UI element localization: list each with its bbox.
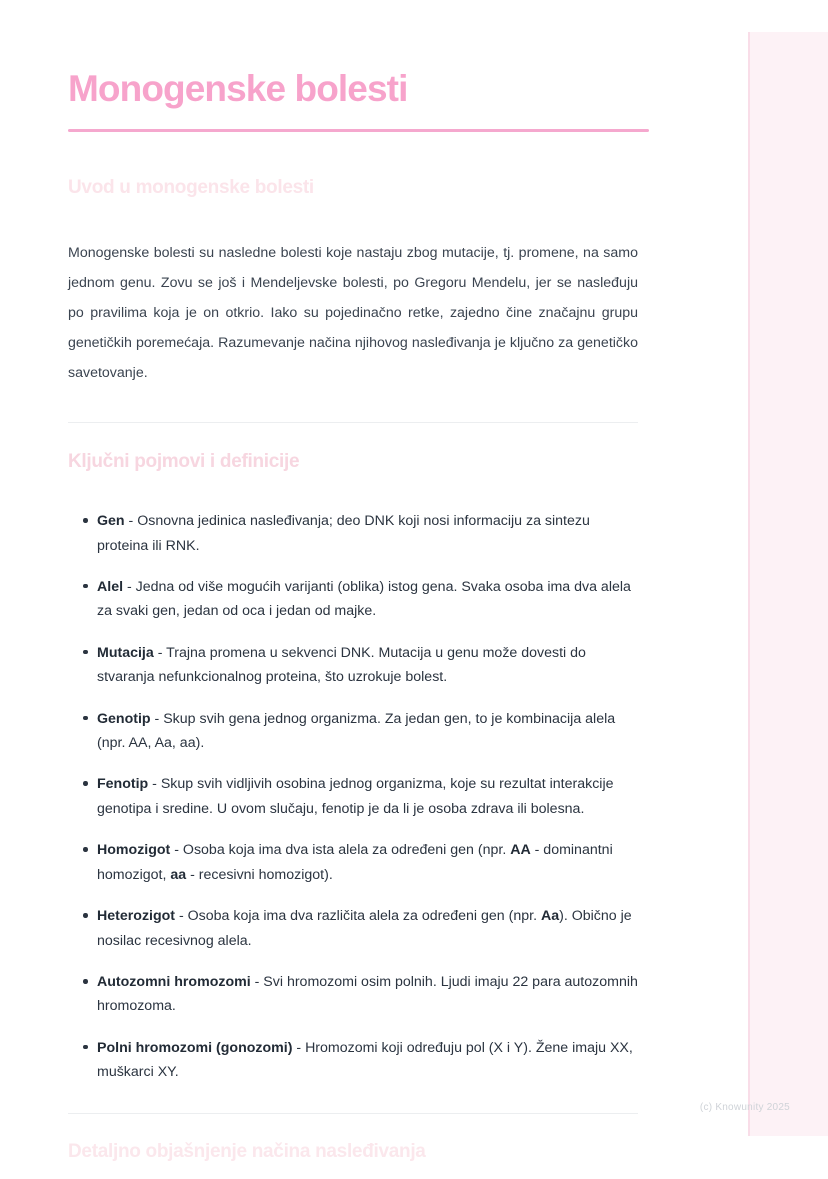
term-label: Heterozigot [97, 908, 176, 925]
term-dash: - [153, 644, 167, 661]
term-emphasis: Aa [540, 908, 560, 925]
term-definition: Svi hromozomi osim polnih. Ljudi imaju 22 para autozomnih hromozoma. [97, 974, 638, 1015]
term-definition-part: - dominantni homozigot, [97, 842, 613, 883]
term-dash: - [123, 578, 136, 595]
term-definition: Jedna od više mogućih varijanti (oblika) istog gena. Svaka osoba ima dva alela za svaki gen, jedan od oca i jedan od majke. [97, 578, 631, 620]
term-definition: Hromozomi koji određuju pol (X i Y). Žene imaju XX, muškarci XY. [97, 1039, 633, 1081]
term-definition-part: - recesivni homozigot). [186, 866, 333, 883]
page-title: Monogenske bolesti [68, 68, 408, 109]
term-definition: Trajna promena u sekvenci DNK. Mutacija u genu može dovesti do stvaranja nefunkcionalnog proteina, što uzrokuje bolest. [97, 644, 586, 686]
term-dash: - [124, 513, 138, 530]
term-label: Autozomni hromozomi [97, 974, 251, 991]
list-item [68, 641, 638, 690]
term-label: Gen [97, 513, 125, 530]
term-definition-part: Osoba koja ima dva različita alela za određeni gen (npr. [187, 908, 541, 925]
term-definition-part: Osoba koja ima dva ista alela za određeni gen (npr. [182, 842, 511, 859]
section-heading-detail: Detaljno objašnjenje načina nasleđivanja [68, 1140, 426, 1162]
list-item [68, 838, 638, 887]
title-underline-rule [68, 129, 649, 132]
term-definition: Osnovna jedinica nasleđivanja; deo DNK koji nosi informaciju za sintezu proteina ili RNK. [97, 513, 590, 554]
bullet-point-icon [83, 518, 88, 523]
bullet-point-icon [83, 781, 88, 786]
page-content [68, 0, 638, 1179]
bullet-point-icon [83, 650, 88, 655]
term-label: Mutacija [97, 644, 154, 661]
list-item [68, 707, 638, 756]
term-definition-part: ). Obično je nosilac recesivnog alela. [97, 908, 632, 949]
section-heading-terms: Ključni pojmovi i definicije [68, 450, 300, 472]
term-dash: - [250, 974, 264, 991]
list-item [68, 904, 638, 953]
term-dash: - [170, 842, 183, 859]
term-label: Fenotip [97, 776, 149, 793]
list-item [68, 509, 638, 558]
section-divider-1 [68, 422, 638, 423]
list-item [68, 772, 638, 821]
bullet-point-icon [83, 847, 88, 852]
term-label: Genotip [97, 710, 151, 727]
term-dash: - [148, 776, 161, 793]
section-heading-intro: Uvod u monogenske bolesti [68, 177, 314, 199]
term-definition: Skup svih vidljivih osobina jednog organizma, koje su rezultat interakcije genotipa i sredine. U ovom slučaju, fenotip je da li je osoba zdrava ili bolesna. [97, 776, 614, 817]
intro-paragraph: Monogenske bolesti su nasledne bolesti koje nastaju zbog mutacije, tj. promene, na samo jednom genu. Zovu se još i Mendeljevske bolesti, po Gregoru Mendelu, jer se nasleđuju po pravilima koja je on otkrio. Iako su pojedinačno retke, zajedno čine značajnu grupu genetičkih poremećaja. Razumevanje načina njihovog nasleđivanja je ključno za genetičko savetovanje. [68, 245, 638, 382]
term-emphasis: AA [510, 842, 531, 859]
term-dash: - [175, 908, 188, 925]
list-item [68, 575, 638, 624]
terms-list [68, 489, 638, 1085]
footer-copyright: (c) Knowunity 2025 [699, 1102, 790, 1113]
term-definition: Skup svih gena jednog organizma. Za jedan gen, to je kombinacija alela (npr. AA, Aa, aa). [97, 710, 616, 752]
bullet-point-icon [83, 716, 88, 721]
list-item [68, 1036, 638, 1085]
term-dash: - [150, 710, 164, 727]
bullet-point-icon [83, 979, 88, 984]
bullet-point-icon [83, 584, 88, 589]
list-item [68, 970, 638, 1019]
term-emphasis: aa [170, 866, 187, 883]
bullet-point-icon [83, 1045, 88, 1050]
term-dash: - [292, 1039, 306, 1056]
bullet-point-icon [83, 913, 88, 918]
term-label: Homozigot [97, 842, 171, 859]
page-edge-band [748, 32, 828, 1136]
term-label: Alel [97, 578, 124, 595]
term-label: Polni hromozomi (gonozomi) [97, 1039, 293, 1056]
